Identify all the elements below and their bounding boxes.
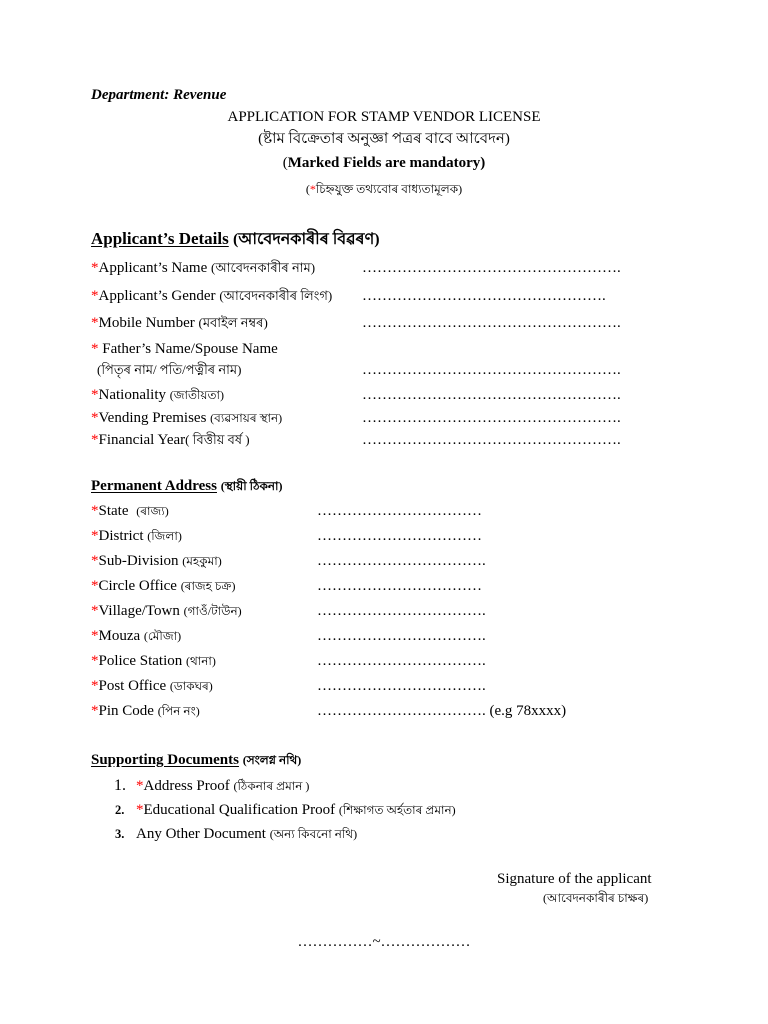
department-label: Department: Revenue <box>91 87 227 103</box>
field-district-label <box>91 527 182 545</box>
required-marker: * <box>91 628 99 644</box>
field-label-assamese: (থানা) <box>186 654 216 668</box>
field-circle-office-label <box>91 577 235 595</box>
field-father-spouse-name-blank: ……………………………………………. <box>362 362 621 378</box>
signature-label-assamese: (আবেদনকাৰীৰ চাক্ষৰ) <box>543 891 649 905</box>
list-number: 1. <box>114 777 126 794</box>
field-label-english: Pin Code <box>98 703 154 719</box>
applicant-details-title-assamese: (আবেদনকাৰীৰ বিৱৰণ) <box>233 231 380 248</box>
field-financial-year-label <box>91 431 250 449</box>
field-label-english: Applicant’s Name <box>98 260 208 276</box>
field-label-english: Mouza <box>98 628 141 644</box>
field-label-english: District <box>98 528 144 544</box>
field-father-spouse-name-label <box>91 340 278 358</box>
field-applicant-name-label <box>91 259 315 277</box>
required-marker: * <box>91 603 99 619</box>
field-mouza-blank: ……………………………. <box>317 628 486 644</box>
field-label-assamese: (গাওঁ/টাউন) <box>183 604 242 618</box>
field-label-english: Sub-Division <box>98 553 179 569</box>
field-vending-premises-blank: ……………………………………………. <box>362 410 621 426</box>
field-label-assamese: (পিন নং) <box>157 704 200 718</box>
field-pin-code-blank: ……………………………. <box>317 703 486 719</box>
field-post-office-blank: ……………………………. <box>317 678 486 694</box>
field-label-assamese: (ৰাজ্য) <box>136 504 169 518</box>
field-police-station-blank: ……………………………. <box>317 653 486 669</box>
field-label-assamese: (মৌজা) <box>143 629 182 643</box>
document-label-assamese: (অন্য কিবনো নথি) <box>269 827 358 841</box>
supporting-documents-title: Supporting Documents <box>91 752 239 768</box>
mandatory-note-assamese-open-paren: ( <box>305 182 310 196</box>
field-label-english: Nationality <box>98 387 166 403</box>
field-label-assamese: (জিলা) <box>147 529 182 543</box>
document-label-english: Educational Qualification Proof <box>143 802 336 818</box>
field-label-english: Mobile Number <box>98 315 195 331</box>
required-marker: * <box>91 260 99 276</box>
field-label-english: Applicant’s Gender <box>98 288 216 304</box>
required-marker: * <box>91 703 99 719</box>
document-label-english: Address Proof <box>143 778 230 794</box>
field-applicant-gender-blank: …………………………………………. <box>362 288 606 304</box>
field-label-assamese: (মবাইল নম্বৰ) <box>198 315 268 330</box>
required-marker: * <box>136 778 144 794</box>
field-village-town-label <box>91 602 242 620</box>
field-financial-year-blank: ……………………………………………. <box>362 432 621 448</box>
document-address-proof <box>136 777 309 795</box>
document-label-english: Any Other Document <box>136 826 266 842</box>
required-marker: * <box>91 432 99 448</box>
footer-dotted-line: ……………~……………… <box>297 934 471 950</box>
field-label-assamese: ( বিত্তীয় বৰ্ষ ) <box>185 432 250 447</box>
field-village-town-blank: ……………………………. <box>317 603 486 619</box>
field-district-blank: …………………………… <box>317 528 482 544</box>
supporting-documents-title-assamese: (সংলগ্ন নথি) <box>242 753 302 767</box>
field-label-english: Father’s Name/Spouse Name <box>102 341 278 357</box>
form-title: APPLICATION FOR STAMP VENDOR LICENSE <box>227 109 541 125</box>
field-label-assamese: (ব্যৱসায়ৰ স্থান) <box>210 411 283 425</box>
field-mobile-number-label <box>91 314 268 332</box>
list-number: 3. <box>115 827 125 841</box>
permanent-address-title-assamese: (স্থায়ী ঠিকনা) <box>220 479 283 493</box>
field-label-english: Police Station <box>98 653 183 669</box>
document-educational-qualification-proof <box>136 801 456 819</box>
document-label-assamese: (ঠিকনাৰ প্ৰমান ) <box>233 779 310 793</box>
field-label-assamese: (ৰাজহ চক্ৰ) <box>180 579 236 593</box>
field-police-station-label <box>91 652 216 670</box>
field-label-english: Financial Year <box>98 432 186 448</box>
mandatory-note-open-paren: ( <box>282 155 288 171</box>
mandatory-note-text: Marked Fields are mandatory) <box>287 155 486 171</box>
applicant-details-title: Applicant’s Details <box>91 229 229 248</box>
required-marker: * <box>91 553 99 569</box>
signature-label: Signature of the applicant <box>497 871 652 887</box>
mandatory-note <box>0 154 768 172</box>
required-marker: * <box>309 182 316 196</box>
field-label-assamese: (পিতৃৰ নাম/ পতি/পত্নীৰ নাম) <box>97 362 242 377</box>
field-applicant-name-blank: ……………………………………………. <box>362 260 621 276</box>
required-marker: * <box>91 315 99 331</box>
required-marker: * <box>91 678 99 694</box>
document-any-other-document <box>136 825 357 843</box>
field-applicant-gender-label <box>91 287 332 305</box>
required-marker: * <box>91 387 99 403</box>
supporting-documents-heading <box>91 751 301 769</box>
field-father-spouse-name-label-assamese-line <box>97 361 241 379</box>
required-marker: * <box>91 410 99 426</box>
required-marker: * <box>136 802 144 818</box>
field-nationality-blank: ……………………………………………. <box>362 387 621 403</box>
field-mobile-number-blank: ……………………………………………. <box>362 315 621 331</box>
field-state-blank: …………………………… <box>317 503 482 519</box>
field-pin-code-hint: (e.g 78xxxx) <box>489 703 567 719</box>
field-label-assamese: (আবেদনকাৰীৰ লিংগ) <box>219 288 333 303</box>
field-pin-code-label <box>91 702 200 720</box>
field-label-english: Vending Premises <box>98 410 207 426</box>
field-state-label <box>91 502 169 520</box>
field-vending-premises-label <box>91 409 282 427</box>
document-label-assamese: (শিক্ষাগত অৰ্হতাৰ প্ৰমান) <box>338 803 456 817</box>
field-sub-division-label <box>91 552 222 570</box>
mandatory-note-assamese-text: চিহ্নযুক্ত তথ্যবোৰ বাধ্যতামূলক) <box>315 182 463 196</box>
field-label-assamese: (মহকুমা) <box>182 554 222 568</box>
field-mouza-label <box>91 627 181 645</box>
field-label-english: State <box>98 503 129 519</box>
field-post-office-label <box>91 677 213 695</box>
mandatory-note-assamese <box>0 182 768 196</box>
field-nationality-label <box>91 386 224 404</box>
permanent-address-heading <box>91 477 283 495</box>
required-marker: * <box>91 503 99 519</box>
field-label-english: Post Office <box>98 678 167 694</box>
required-marker: * <box>91 528 99 544</box>
field-label-english: Village/Town <box>98 603 180 619</box>
field-pin-code-blank-row <box>317 702 566 720</box>
field-label-assamese: (আবেদনকাৰীৰ নাম) <box>210 260 316 275</box>
field-sub-division-blank: ……………………………. <box>317 553 486 569</box>
required-marker: * <box>91 578 99 594</box>
list-number: 2. <box>115 803 125 817</box>
required-marker: * <box>91 288 99 304</box>
form-title-assamese: (ষ্টাম বিক্ৰেতাৰ অনুজ্ঞা পত্ৰৰ বাবে আবেদন) <box>258 131 510 147</box>
field-circle-office-blank: …………………………… <box>317 578 482 594</box>
required-marker: * <box>91 341 99 357</box>
applicant-details-heading <box>91 229 380 250</box>
field-label-english: Circle Office <box>98 578 177 594</box>
permanent-address-title: Permanent Address <box>91 478 217 494</box>
field-label-assamese: (জাতীয়তা) <box>169 388 224 402</box>
required-marker: * <box>91 653 99 669</box>
field-label-assamese: (ডাকঘৰ) <box>169 679 213 693</box>
